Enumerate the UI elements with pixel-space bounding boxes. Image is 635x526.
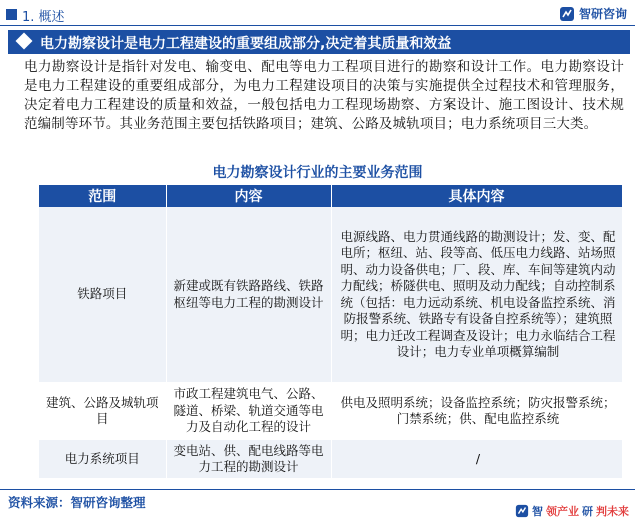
cell-content: 市政工程建筑电气、公路、隧道、桥梁、轨道交通等电力及自动化工程的设计 [166, 382, 331, 440]
header-detail: 具体内容 [331, 185, 622, 207]
header-scope: 范围 [39, 185, 166, 207]
brand-logo-icon [559, 6, 575, 22]
table-header-row [39, 185, 622, 207]
banner-title: 电力勘察设计是电力工程建设的重要组成部分,决定着其质量和效益 [40, 36, 452, 52]
footer-logo-icon [515, 504, 529, 518]
section-square-icon [6, 9, 17, 20]
slogan-text-1: 领产业 [546, 505, 579, 518]
title-banner [8, 30, 630, 54]
table-row [39, 382, 622, 440]
cell-scope: 电力系统项目 [39, 440, 166, 478]
bottom-divider [0, 489, 635, 490]
cell-content: 变电站、供、配电线路等电力工程的勘测设计 [166, 440, 331, 478]
table-row [39, 207, 622, 382]
cell-detail: / [331, 440, 622, 478]
top-divider [0, 25, 635, 26]
section-label: 1. 概述 [22, 10, 65, 25]
cell-scope: 铁路项目 [39, 207, 166, 382]
intro-paragraph: 电力勘察设计是指针对发电、输变电、配电等电力工程项目进行的勘察和设计工作。电力勘察设计是电力工程建设的重要组成部分，为电力工程建设项目的决策与实施提供全过程技术和管理服务，决定着电力工程建设的质量和效益，一般包括电力工程现场勘察、方案设计、施工图设计、技术规范编制等环节。其业务范围主要包括铁路项目；建筑、公路及城轨项目；电力系统项目三大类。 [24, 59, 624, 132]
header-content: 内容 [166, 185, 331, 207]
slogan-char-2: 研 [582, 505, 593, 518]
table-title: 电力勘察设计行业的主要业务范围 [212, 165, 423, 181]
table-row [39, 440, 622, 478]
top-bar [0, 0, 635, 28]
cell-detail: 电源线路、电力贯通线路的勘测设计；发、变、配电所；枢纽、站、段等高、低压电力线路、站场照明、动力设备供电；厂、段、库、车间等建筑内动力配线；桥隧供电、照明及动力配线；自动控制系统（包括：电力远动系统、机电设备监控系统、消防报警系统、铁路专有设备自控系统等）；建筑照明；电力迁改工程调查及设计；电力永临结合工程设计；电力专业单项概算编制 [331, 207, 622, 382]
cell-content: 新建或既有铁路路线、铁路枢纽等电力工程的勘测设计 [166, 207, 331, 382]
business-scope-table [39, 185, 623, 478]
slogan-char-1: 智 [532, 505, 543, 518]
slogan-text-2: 判未来 [596, 505, 629, 518]
source-note: 资料来源：智研咨询整理 [8, 495, 146, 510]
cell-detail: 供电及照明系统；设备监控系统；防灾报警系统；门禁系统；供、配电监控系统 [331, 382, 622, 440]
diamond-icon [16, 33, 33, 50]
brand [559, 5, 627, 22]
brand-name: 智研咨询 [578, 7, 627, 21]
footer-slogan [515, 503, 629, 519]
cell-scope: 建筑、公路及城轨项目 [39, 382, 166, 440]
